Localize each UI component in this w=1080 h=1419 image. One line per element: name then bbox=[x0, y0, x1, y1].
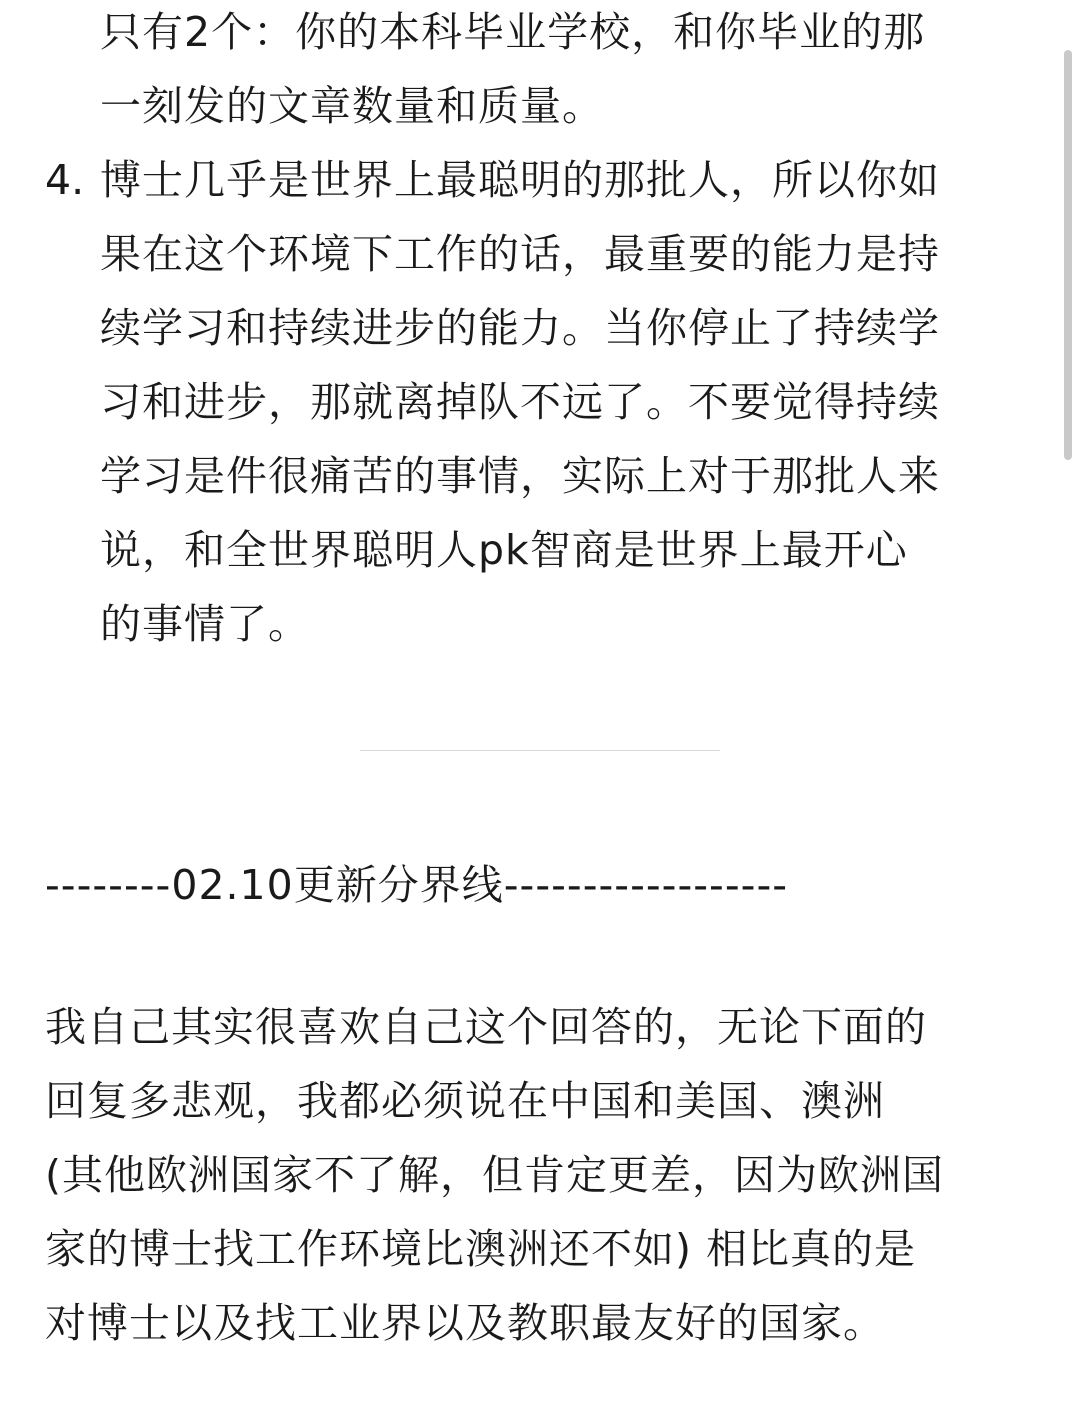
item4-line-3: 续学习和持续进步的能力。当你停止了持续学 bbox=[100, 304, 940, 352]
closing-line-1: 我自己其实很喜欢自己这个回答的，无论下面的 bbox=[45, 1003, 927, 1051]
section-divider bbox=[360, 750, 720, 751]
list-marker-4: 4. bbox=[45, 156, 85, 204]
update-divider-text: --------02.10更新分界线------------------ bbox=[45, 861, 789, 909]
item4-line-7: 的事情了。 bbox=[100, 600, 310, 648]
item4-line-6: 说，和全世界聪明人pk智商是世界上最开心 bbox=[100, 526, 908, 574]
item3-line-1: 只有2个：你的本科毕业学校，和你毕业的那 bbox=[100, 8, 926, 56]
item4-line-2: 果在这个环境下工作的话，最重要的能力是持 bbox=[100, 230, 940, 278]
item4-line-1: 博士几乎是世界上最聪明的那批人，所以你如 bbox=[100, 156, 940, 204]
closing-line-4: 家的博士找工作环境比澳洲还不如) 相比真的是 bbox=[45, 1225, 917, 1273]
item4-line-4: 习和进步，那就离掉队不远了。不要觉得持续 bbox=[100, 378, 940, 426]
item3-line-2: 一刻发的文章数量和质量。 bbox=[100, 82, 604, 130]
closing-line-3: (其他欧洲国家不了解，但肯定更差，因为欧洲国 bbox=[45, 1151, 944, 1199]
closing-line-2: 回复多悲观，我都必须说在中国和美国、澳洲 bbox=[45, 1077, 885, 1125]
scrollbar-thumb[interactable] bbox=[1064, 50, 1072, 460]
closing-line-5: 对博士以及找工业界以及教职最友好的国家。 bbox=[45, 1299, 885, 1347]
item4-line-5: 学习是件很痛苦的事情，实际上对于那批人来 bbox=[100, 452, 940, 500]
